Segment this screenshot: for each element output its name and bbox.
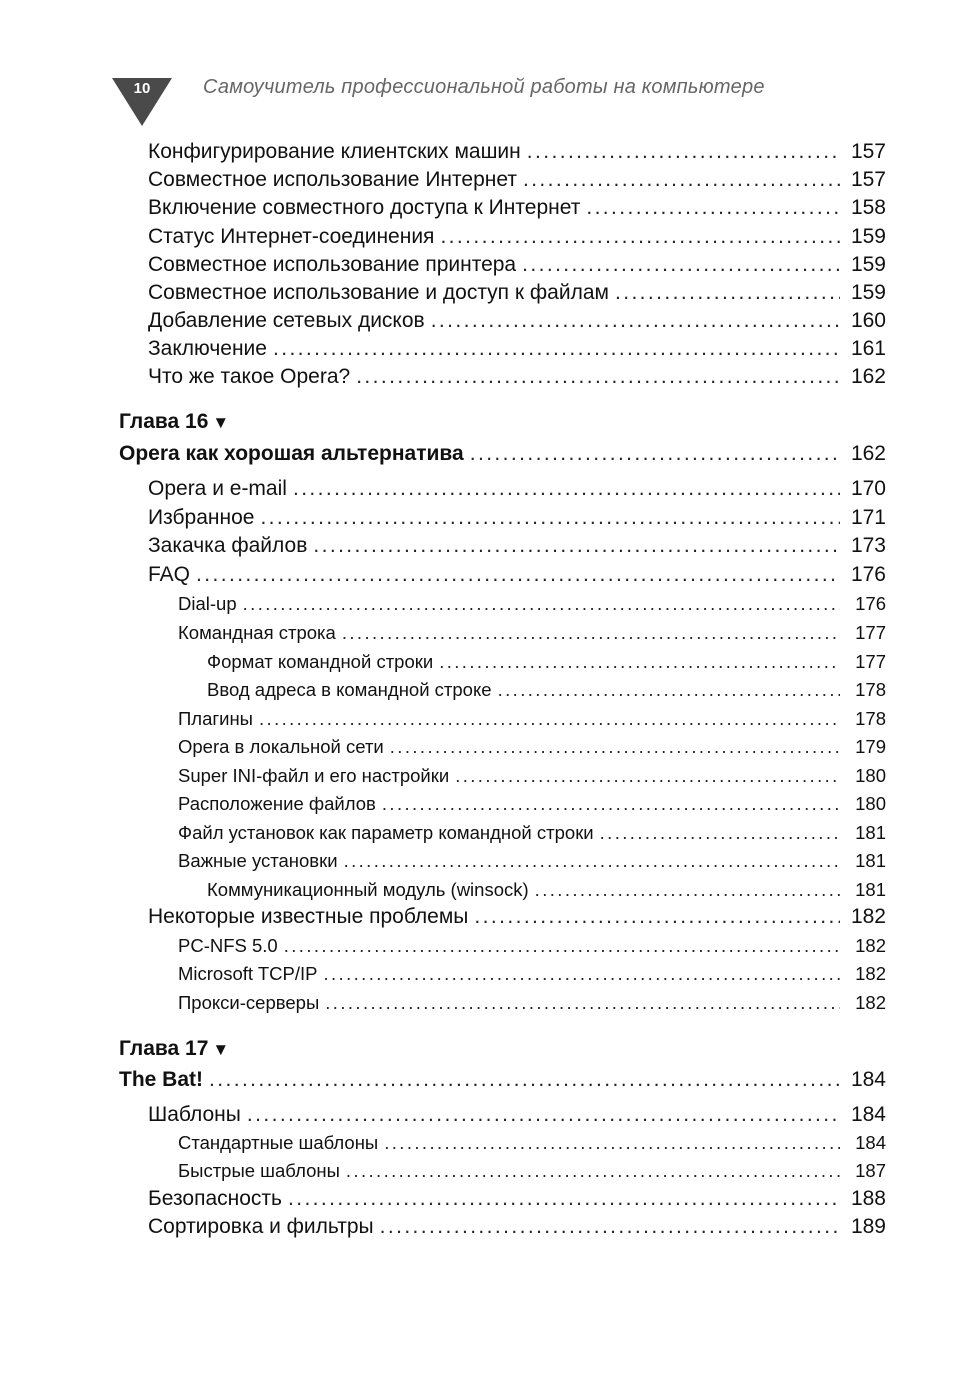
toc-entry <box>148 337 886 361</box>
toc-entry-label: Некоторые известные проблемы <box>148 905 469 928</box>
toc-entry-label: Шаблоны <box>148 1103 241 1126</box>
toc-entry-page: 182 <box>855 963 886 984</box>
toc-entry-page: 189 <box>850 1215 886 1238</box>
toc-entry-page: 159 <box>850 281 886 304</box>
dot-leader <box>260 506 840 530</box>
dot-leader <box>259 708 840 730</box>
toc-entry-page: 184 <box>850 1103 886 1126</box>
toc-entry-page: 160 <box>850 309 886 332</box>
dot-leader <box>440 225 840 249</box>
toc-entry <box>148 477 886 501</box>
dot-leader <box>344 850 840 872</box>
toc-entry-page: 177 <box>855 622 886 643</box>
toc-entry-label: Файл установок как параметр командной строки <box>178 822 594 843</box>
chapter-title-entry <box>119 442 886 466</box>
toc-entry-label: Безопасность <box>148 1187 282 1210</box>
toc-entry-page: 157 <box>850 140 886 163</box>
toc-entry <box>207 879 886 901</box>
dot-leader <box>243 593 840 615</box>
toc-entry <box>178 935 886 957</box>
dot-leader <box>455 765 840 787</box>
toc-entry-label: Формат командной строки <box>207 651 434 672</box>
dot-leader <box>273 337 840 361</box>
triangle-down-icon: ▼ <box>212 413 230 432</box>
toc-entry <box>148 253 886 277</box>
dot-leader <box>323 963 840 985</box>
triangle-down-icon: ▼ <box>212 1040 230 1059</box>
toc-entry-page: 184 <box>855 1132 886 1153</box>
running-title: Самоучитель профессиональной работы на компьютере <box>203 76 765 98</box>
toc-entry <box>178 793 886 815</box>
chapter-title-entry <box>119 1068 886 1092</box>
toc-entry <box>178 1160 886 1182</box>
dot-leader <box>527 140 840 164</box>
chapter-heading <box>119 410 229 434</box>
toc-entry <box>148 196 886 220</box>
dot-leader <box>209 1068 840 1092</box>
toc-entry-page: 157 <box>850 168 886 191</box>
dot-leader <box>342 622 840 644</box>
dot-leader <box>431 309 840 333</box>
dot-leader <box>356 365 840 389</box>
toc-entry <box>178 708 886 730</box>
toc-entry-page: 180 <box>855 793 886 814</box>
toc-entry <box>178 1132 886 1154</box>
dot-leader <box>382 793 840 815</box>
dot-leader <box>439 651 840 673</box>
toc-entry <box>148 1215 886 1239</box>
dot-leader <box>586 196 840 220</box>
toc-entry <box>148 140 886 164</box>
toc-entry-label: Быстрые шаблоны <box>178 1160 340 1181</box>
toc-entry <box>148 281 886 305</box>
toc-entry-label: Включение совместного доступа к Интернет <box>148 196 581 219</box>
toc-entry-page: 188 <box>850 1187 886 1210</box>
dot-leader <box>522 253 840 277</box>
toc-entry-label: Microsoft TCP/IP <box>178 963 318 984</box>
page-header <box>0 0 975 130</box>
dot-leader <box>498 679 840 701</box>
toc-entry-label: PC-NFS 5.0 <box>178 935 278 956</box>
toc-entry-page: 162 <box>850 365 886 388</box>
toc-entry <box>178 765 886 787</box>
dot-leader <box>523 168 840 192</box>
toc-entry-page: 181 <box>855 879 886 900</box>
chapter-heading <box>119 1037 229 1061</box>
toc-entry-label: Прокси-серверы <box>178 992 320 1013</box>
toc-entry <box>178 963 886 985</box>
toc-entry-page: 158 <box>850 196 886 219</box>
toc-entry-label: Что же такое Opera? <box>148 365 351 388</box>
toc-entry <box>148 365 886 389</box>
toc-entry <box>148 1103 886 1127</box>
toc-entry-page: 182 <box>855 992 886 1013</box>
toc-entry-label: Плагины <box>178 708 253 729</box>
chapter-number: Глава 17 <box>119 1037 209 1060</box>
toc-entry-label: Конфигурирование клиентских машин <box>148 140 521 163</box>
toc-entry-page: 184 <box>850 1068 886 1091</box>
toc-entry <box>178 992 886 1014</box>
toc-entry <box>207 651 886 673</box>
toc-entry-label: Совместное использование и доступ к файлам <box>148 281 609 304</box>
toc-entry-label: Сортировка и фильтры <box>148 1215 374 1238</box>
toc-entry-label: Super INI-файл и его настройки <box>178 765 450 786</box>
toc-entry <box>207 679 886 701</box>
dot-leader <box>615 281 840 305</box>
dot-leader <box>380 1215 840 1239</box>
dot-leader <box>293 477 840 501</box>
dot-leader <box>346 1160 840 1182</box>
dot-leader <box>535 879 840 901</box>
toc-entry <box>148 905 886 929</box>
toc-entry <box>148 309 886 333</box>
toc-entry-page: 162 <box>850 442 886 465</box>
toc-entry-label: Opera и e-mail <box>148 477 287 500</box>
toc-entry-page: 178 <box>855 679 886 700</box>
toc-entry-label: Важные установки <box>178 850 338 871</box>
toc-entry <box>178 736 886 758</box>
toc-entry-label: Совместное использование принтера <box>148 253 517 276</box>
toc-entry <box>148 225 886 249</box>
chapter-title: Opera как хорошая альтернатива <box>119 442 464 465</box>
toc-entry <box>178 822 886 844</box>
toc-entry-page: 180 <box>855 765 886 786</box>
toc-entry-label: Расположение файлов <box>178 793 376 814</box>
toc-entry <box>148 506 886 530</box>
dot-leader <box>325 992 840 1014</box>
toc-entry-page: 177 <box>855 651 886 672</box>
dot-leader <box>600 822 840 844</box>
toc-entry <box>148 168 886 192</box>
toc-entry-label: Opera в локальной сети <box>178 736 384 757</box>
toc-entry-label: Dial-up <box>178 593 237 614</box>
toc-entry-label: Добавление сетевых дисков <box>148 309 425 332</box>
toc-entry-page: 179 <box>855 736 886 757</box>
dot-leader <box>384 1132 840 1154</box>
toc-entry <box>178 850 886 872</box>
toc-entry-label: Командная строка <box>178 622 336 643</box>
toc-entry-label: Коммуникационный модуль (winsock) <box>207 879 529 900</box>
toc-entry-page: 173 <box>850 534 886 557</box>
toc-entry-page: 181 <box>855 822 886 843</box>
dot-leader <box>284 935 840 957</box>
dot-leader <box>288 1187 840 1211</box>
toc-entry <box>148 1187 886 1211</box>
toc-entry-label: Статус Интернет-соединения <box>148 225 435 248</box>
toc-entry-label: Совместное использование Интернет <box>148 168 517 191</box>
page-number: 10 <box>133 80 151 97</box>
toc-entry-label: Стандартные шаблоны <box>178 1132 379 1153</box>
toc-entry-page: 182 <box>850 905 886 928</box>
toc-entry <box>148 534 886 558</box>
toc-entry-page: 171 <box>850 506 886 529</box>
toc-entry-label: Закачка файлов <box>148 534 308 557</box>
toc-entry-page: 176 <box>850 563 886 586</box>
dot-leader <box>474 905 840 929</box>
toc-entry-page: 187 <box>855 1160 886 1181</box>
toc-entry-label: FAQ <box>148 563 191 586</box>
toc-entry-page: 181 <box>855 850 886 871</box>
dot-leader <box>313 534 840 558</box>
dot-leader <box>470 442 840 466</box>
dot-leader <box>247 1103 840 1127</box>
toc-entry-page: 159 <box>850 225 886 248</box>
toc-entry-page: 159 <box>850 253 886 276</box>
chapter-title: The Bat! <box>119 1068 203 1091</box>
toc-entry-page: 161 <box>850 337 886 360</box>
toc-entry-page: 182 <box>855 935 886 956</box>
toc-entry-page: 178 <box>855 708 886 729</box>
toc-entry-page: 176 <box>855 593 886 614</box>
toc-entry <box>148 563 886 587</box>
dot-leader <box>390 736 840 758</box>
toc-entry <box>178 622 886 644</box>
dot-leader <box>196 563 840 587</box>
chapter-number: Глава 16 <box>119 410 209 433</box>
toc-entry-label: Избранное <box>148 506 255 529</box>
page-number-badge <box>112 78 172 126</box>
toc-entry-page: 170 <box>850 477 886 500</box>
toc-entry-label: Ввод адреса в командной строке <box>207 679 492 700</box>
toc-entry <box>178 593 886 615</box>
toc-entry-label: Заключение <box>148 337 267 360</box>
